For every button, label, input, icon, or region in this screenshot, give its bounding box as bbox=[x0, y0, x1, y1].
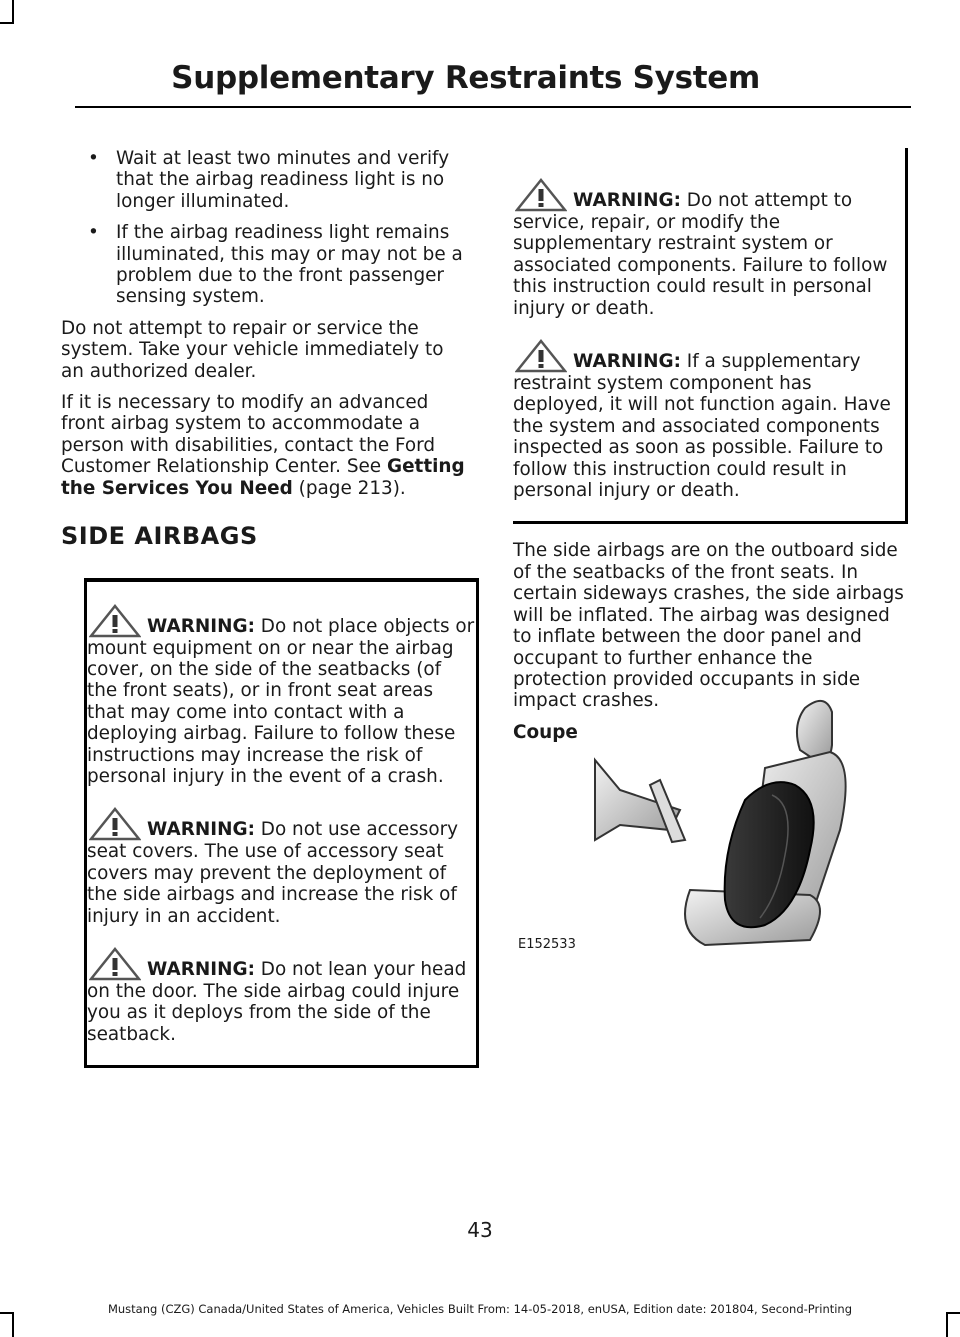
page-number: 43 bbox=[467, 1218, 493, 1242]
figure-caption: Coupe bbox=[513, 721, 578, 743]
paragraph: If it is necessary to modify an advanced front airbag system to accommodate a person with disabilities, contact the Ford Customer Relationship Center. See Getting the Services You Need (page 213). bbox=[61, 392, 465, 499]
paragraph: Do not attempt to repair or service the system. Take your vehicle immediately to an authorized dealer. bbox=[61, 317, 444, 382]
right-column bbox=[513, 148, 908, 743]
warning-item: WARNING: Do not place objects or mount equipment on or near the airbag cover, on the side of the seatbacks (of the front seats), or in front seat areas that may come into contact with a deploying airbag. Failure to follow these instructions may increase the risk of personal injury in the event of a crash. bbox=[87, 604, 476, 788]
crop-mark bbox=[0, 22, 14, 24]
section-heading: SIDE AIRBAGS bbox=[61, 522, 258, 551]
paragraph: The side airbags are on the outboard side of the seatbacks of the front seats. In certain sideways crashes, the side airbags will be inflated. The airbag was designed to inflate between the door panel and occupant to further enhance the protection provided occupants in side impact crashes. bbox=[513, 540, 904, 712]
footer: Mustang (CZG) Canada/United States of America, Vehicles Built From: 14-05-2018, enUSA, Edition date: 201804, Second-Printing bbox=[107, 1302, 853, 1316]
seat-airbag-icon bbox=[510, 690, 905, 960]
warning-triangle-icon bbox=[89, 604, 141, 638]
bullet-icon: • bbox=[88, 222, 99, 244]
header-rule bbox=[75, 106, 911, 108]
warning-triangle-icon bbox=[515, 178, 567, 212]
cross-reference-link[interactable]: Getting the Services You Need bbox=[61, 456, 465, 499]
page-title: Supplementary Restraints System bbox=[171, 60, 760, 96]
warning-triangle-icon bbox=[515, 339, 567, 373]
warning-item: WARNING: If a supplementary restraint system component has deployed, it will not function again. Have the system and associated components inspected as soon as possible. Failure to follow this instruction could result in personal injury or death. bbox=[513, 339, 905, 501]
list-item: • If the airbag readiness light remains illuminated, this may or may not be a problem due to the front passenger sensing system. bbox=[88, 222, 463, 308]
list-item: • Wait at least two minutes and verify that the airbag readiness light is no longer illuminated. bbox=[88, 148, 450, 212]
figure-code: E152533 bbox=[518, 937, 576, 952]
crop-mark bbox=[12, 0, 14, 22]
warning-box bbox=[84, 578, 479, 1069]
warning-item: WARNING: Do not use accessory seat covers. The use of accessory seat covers may prevent the deployment of the side airbags and increase the risk of injury in an accident. bbox=[87, 807, 476, 927]
bullet-icon: • bbox=[88, 148, 99, 169]
warning-triangle-icon bbox=[89, 807, 141, 841]
seat-airbag-illustration bbox=[510, 690, 905, 960]
warning-triangle-icon bbox=[89, 947, 141, 981]
warning-item: WARNING: Do not attempt to service, repair, or modify the supplementary restraint system or associated components. Failure to follow this instruction could result in personal injury or death. bbox=[513, 178, 905, 319]
left-column bbox=[61, 148, 475, 1068]
warning-item: WARNING: Do not lean your head on the door. The side airbag could injure you as it deploys from the side of the seatback. bbox=[87, 947, 476, 1045]
warning-box bbox=[513, 148, 908, 524]
